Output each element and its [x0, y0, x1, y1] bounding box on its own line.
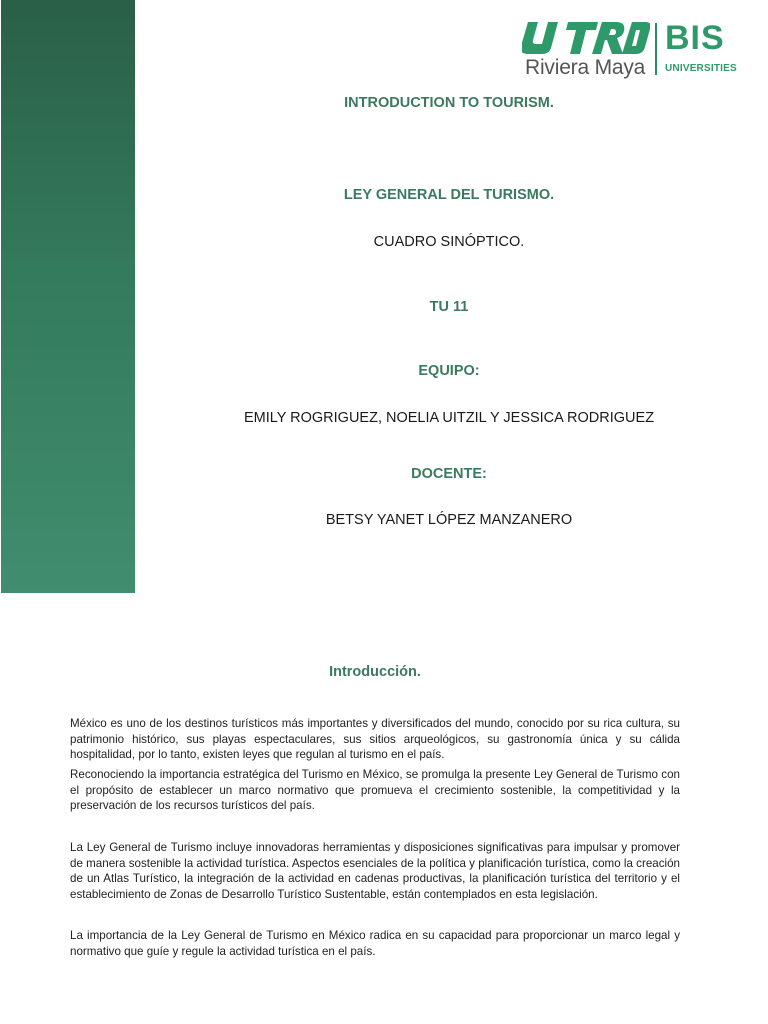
intro-paragraph-2: Reconociendo la importancia estratégica del Turismo en México, se promulga la presente Ley General de Turismo con el propósito de establecer un marco normativo que promueva el crecimiento sostenible, la competitividad y la preservación de los recursos turísticos del país.: [70, 768, 680, 812]
teacher-label: DOCENTE:: [411, 466, 487, 482]
team-label: EQUIPO:: [418, 363, 480, 379]
teacher-name: BETSY YANET LÓPEZ MANZANERO: [325, 512, 573, 528]
course-title: INTRODUCTION TO TOURISM.: [344, 95, 554, 111]
bis-universities-text: UNIVERSITIES: [665, 63, 737, 74]
group-code: TU 11: [429, 299, 469, 315]
ut-logo-mark: [522, 22, 650, 54]
university-logo: [522, 18, 744, 80]
introduction-heading: Introducción.: [329, 664, 421, 680]
decorative-side-band: [1, 0, 135, 593]
topic-title: LEY GENERAL DEL TURISMO.: [343, 187, 555, 203]
logo-subtitle-riviera-maya: Riviera Maya: [525, 56, 646, 79]
team-members: EMILY ROGRIGUEZ, NOELIA UITZIL Y JESSICA RODRIGUEZ: [243, 410, 655, 426]
intro-paragraph-4: La importancia de la Ley General de Turismo en México radica en su capacidad para proporcionar un marco legal y normativo que guíe y regule la actividad turística en el país.: [70, 929, 680, 958]
bis-logo-text: BIS: [665, 19, 725, 57]
intro-paragraph-1: México es uno de los destinos turísticos más importantes y diversificados del mundo, conocido por su rica cultura, su patrimonio histórico, sus playas espectaculares, sus sitios arqueológicos, su gastronomía única y su cálida hospitalidad, por lo tanto, existen leyes que regulan al turismo en el país.: [70, 717, 680, 761]
logo-divider: [655, 23, 657, 75]
work-type: CUADRO SINÓPTICO.: [373, 234, 525, 250]
intro-paragraph-3: La Ley General de Turismo incluye innovadoras herramientas y disposiciones significativas para impulsar y promover de manera sostenible la actividad turística. Aspectos esenciales de la política y planificación turística, como la creación de un Atlas Turístico, la integración de la actividad en cadenas productivas, la planificación turística del territorio y el establecimiento de Zonas de Desarrollo Turístico Sustentable, están contemplados en esta legislación.: [70, 841, 680, 901]
